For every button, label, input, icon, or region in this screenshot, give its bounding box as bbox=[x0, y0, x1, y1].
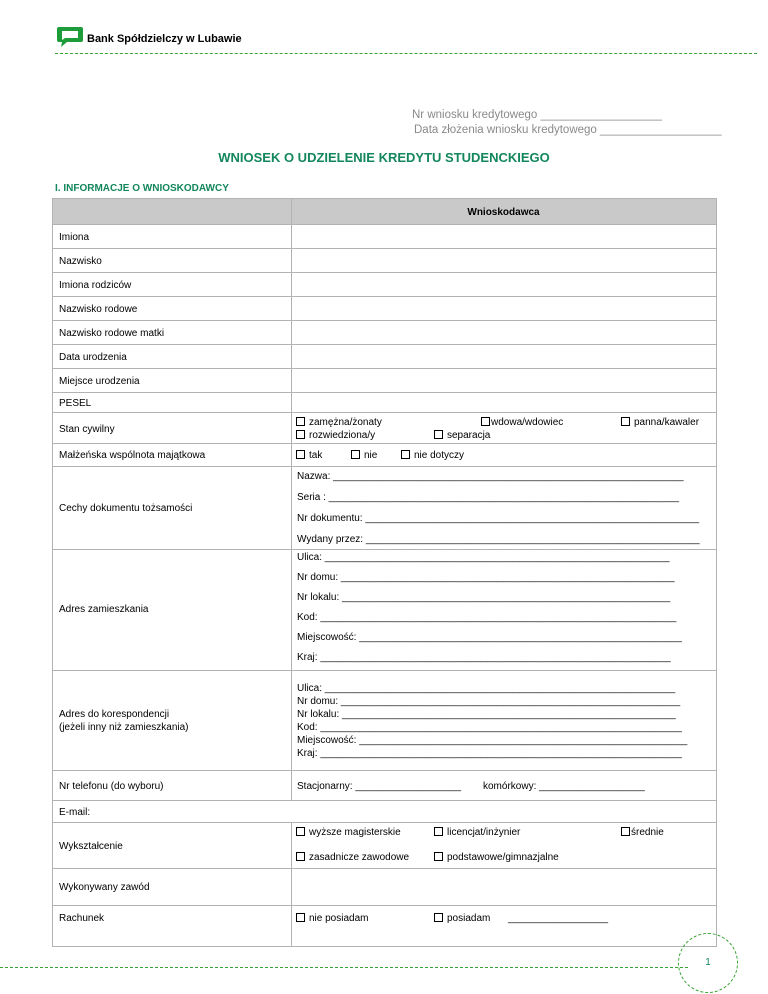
field-nr-domu[interactable]: Nr domu: ____________________________________________________________ bbox=[297, 572, 675, 583]
row-wspolnota bbox=[53, 444, 716, 467]
option-nie[interactable]: nie bbox=[351, 450, 377, 461]
label-data-urodzenia: Data urodzenia bbox=[59, 352, 127, 363]
field-kod[interactable]: Kod: ________________________________________________________________ bbox=[297, 612, 677, 623]
field-kor-miejscowosc[interactable]: Miejscowość: ___________________________________________________________ bbox=[297, 735, 688, 746]
option-wyzsze[interactable]: wyższe magisterskie bbox=[296, 827, 401, 838]
label-nazwisko: Nazwisko bbox=[59, 256, 102, 267]
label-nazwisko-rodowe-matki: Nazwisko rodowe matki bbox=[59, 328, 165, 339]
option-rozwiedziona[interactable]: rozwiedziona/y bbox=[296, 430, 375, 441]
field-kor-kod[interactable]: Kod: _________________________________________________________________ bbox=[297, 722, 682, 733]
option-wdowa[interactable]: wdowa/wdowiec bbox=[481, 417, 563, 428]
option-panna[interactable]: panna/kawaler bbox=[621, 417, 699, 428]
option-srednie[interactable]: średnie bbox=[621, 827, 664, 838]
field-nazwa[interactable]: Nazwa: _______________________________________________________________ bbox=[297, 471, 684, 482]
field-kor-ulica[interactable]: Ulica: _______________________________________________________________ bbox=[297, 683, 676, 694]
checkbox[interactable] bbox=[434, 827, 443, 836]
page-number: 1 bbox=[705, 957, 711, 968]
header-divider bbox=[55, 53, 757, 54]
field-nr-lokalu[interactable]: Nr lokalu: ___________________________________________________________ bbox=[297, 592, 671, 603]
label-adres-zamieszkania: Adres zamieszkania bbox=[59, 604, 149, 615]
row-miejsce-urodzenia bbox=[53, 369, 716, 393]
row-data-urodzenia bbox=[53, 345, 716, 369]
label-wyksztalcenie: Wykształcenie bbox=[59, 841, 123, 852]
option-zasadnicze[interactable]: zasadnicze zawodowe bbox=[296, 852, 409, 863]
row-wyksztalcenie bbox=[53, 823, 716, 869]
checkbox[interactable] bbox=[351, 450, 360, 459]
checkbox[interactable] bbox=[296, 852, 305, 861]
option-nie-dotyczy[interactable]: nie dotyczy bbox=[401, 450, 464, 461]
label-cechy-dokumentu: Cechy dokumentu tożsamości bbox=[59, 503, 193, 514]
row-nazwisko bbox=[53, 249, 716, 273]
checkbox[interactable] bbox=[296, 450, 305, 459]
checkbox[interactable] bbox=[296, 417, 305, 426]
label-imiona-rodzicow: Imiona rodziców bbox=[59, 280, 132, 291]
label-stan-cywilny: Stan cywilny bbox=[59, 424, 115, 435]
bank-name: Bank Spółdzielczy w Lubawie bbox=[87, 33, 242, 45]
label-email: E-mail: bbox=[59, 807, 91, 818]
option-podstawowe[interactable]: podstawowe/gimnazjalne bbox=[434, 852, 559, 863]
option-licencjat[interactable]: licencjat/inżynier bbox=[434, 827, 520, 838]
checkbox[interactable] bbox=[434, 430, 443, 439]
row-nazwisko-rodowe-matki bbox=[53, 321, 716, 345]
row-zawod bbox=[53, 869, 716, 906]
checkbox[interactable] bbox=[296, 913, 305, 922]
option-nie-posiadam[interactable]: nie posiadam bbox=[296, 913, 368, 924]
field-kraj[interactable]: Kraj: _______________________________________________________________ bbox=[297, 652, 671, 663]
field-wydany-przez[interactable]: Wydany przez: ____________________________________________________________ bbox=[297, 534, 700, 545]
label-adres-korespondencji: Adres do korespondencji bbox=[59, 709, 170, 720]
label-miejsce-urodzenia: Miejsce urodzenia bbox=[59, 376, 140, 387]
row-adres-zamieszkania bbox=[53, 550, 716, 671]
label-nazwisko-rodowe: Nazwisko rodowe bbox=[59, 304, 138, 315]
field-ulica[interactable]: Ulica: ______________________________________________________________ bbox=[297, 552, 670, 563]
label-wspolnota: Małżeńska wspólnota majątkowa bbox=[59, 450, 206, 461]
checkbox[interactable] bbox=[401, 450, 410, 459]
row-stan-cywilny bbox=[53, 413, 716, 444]
table-header bbox=[53, 199, 716, 225]
field-miejscowosc[interactable]: Miejscowość: __________________________________________________________ bbox=[297, 632, 682, 643]
checkbox[interactable] bbox=[621, 417, 630, 426]
request-number: Nr wniosku kredytowego ___________________ bbox=[412, 109, 662, 121]
checkbox[interactable] bbox=[481, 417, 490, 426]
checkbox[interactable] bbox=[621, 827, 630, 836]
field-kor-nr-lokalu[interactable]: Nr lokalu: ____________________________________________________________ bbox=[297, 709, 676, 720]
option-posiadam[interactable]: posiadam bbox=[434, 913, 490, 924]
row-rachunek bbox=[53, 906, 716, 946]
option-tak[interactable]: tak bbox=[296, 450, 322, 461]
field-rachunek-number[interactable]: __________________ bbox=[508, 913, 609, 924]
option-separacja[interactable]: separacja bbox=[434, 430, 490, 441]
row-email bbox=[53, 801, 716, 823]
row-telefon bbox=[53, 771, 716, 801]
row-adres-korespondencji bbox=[53, 671, 716, 771]
label-adres-korespondencji-note: (jeżeli inny niż zamieszkania) bbox=[59, 722, 189, 733]
field-stacjonarny[interactable]: Stacjonarny: ___________________ bbox=[297, 781, 462, 792]
checkbox[interactable] bbox=[296, 827, 305, 836]
page-title: WNIOSEK O UDZIELENIE KREDYTU STUDENCKIEGO bbox=[218, 150, 550, 165]
row-cechy-dokumentu bbox=[53, 467, 716, 550]
bank-logo-icon bbox=[55, 26, 85, 48]
field-komorkowy[interactable]: komórkowy: ___________________ bbox=[483, 781, 645, 792]
label-zawod: Wykonywany zawód bbox=[59, 882, 150, 893]
field-nr-dokumentu[interactable]: Nr dokumentu: ____________________________________________________________ bbox=[297, 513, 700, 524]
column-header: Wnioskodawca bbox=[467, 207, 540, 218]
section-heading: I. INFORMACJE O WNIOSKODAWCY bbox=[55, 183, 229, 194]
field-seria[interactable]: Seria : _______________________________________________________________ bbox=[297, 492, 680, 503]
field-kor-nr-domu[interactable]: Nr domu: _____________________________________________________________ bbox=[297, 696, 681, 707]
row-pesel bbox=[53, 393, 716, 413]
label-telefon: Nr telefonu (do wyboru) bbox=[59, 781, 164, 792]
label-imiona: Imiona bbox=[59, 232, 90, 243]
checkbox[interactable] bbox=[296, 430, 305, 439]
row-imiona-rodzicow bbox=[53, 273, 716, 297]
field-kor-kraj[interactable]: Kraj: _________________________________________________________________ bbox=[297, 748, 682, 759]
label-rachunek: Rachunek bbox=[59, 913, 105, 924]
applicant-table bbox=[52, 198, 717, 947]
row-imiona bbox=[53, 225, 716, 249]
request-date: Data złożenia wniosku kredytowego ___________________ bbox=[414, 124, 722, 136]
row-nazwisko-rodowe bbox=[53, 297, 716, 321]
option-zamezna[interactable]: zamężna/żonaty bbox=[296, 417, 382, 428]
label-pesel: PESEL bbox=[59, 398, 92, 409]
checkbox[interactable] bbox=[434, 852, 443, 861]
footer-divider bbox=[0, 967, 688, 968]
checkbox[interactable] bbox=[434, 913, 443, 922]
